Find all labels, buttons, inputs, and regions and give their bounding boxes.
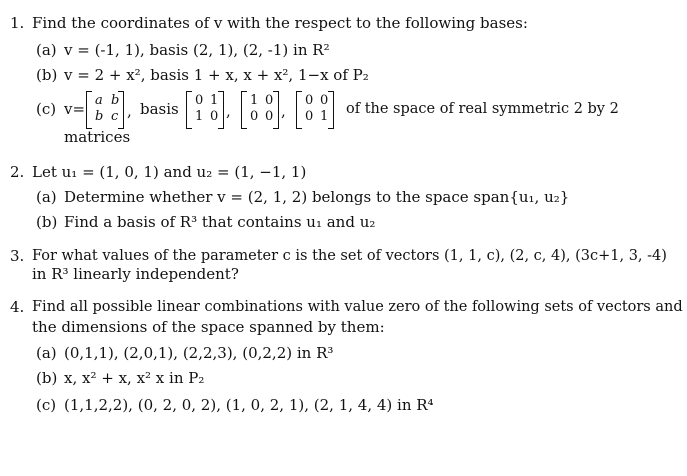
matrix-cell: 0 <box>305 93 314 108</box>
v-matrix-cell: a <box>95 93 103 108</box>
comma: , <box>281 102 286 120</box>
matrix-cell: 0 <box>265 109 274 124</box>
basis-matrix-1 <box>186 91 224 127</box>
q4b-text: x, x² + x, x² x in P₂ <box>64 369 205 387</box>
matrix-cell: 1 <box>195 109 204 124</box>
q4c-label: (c) <box>36 396 57 414</box>
q4b-label: (b) <box>36 369 58 387</box>
comma: , <box>127 102 132 120</box>
q1c-v-prefix: v= <box>64 100 86 118</box>
q3-line1: For what values of the parameter c is the set of vectors (1, 1, c), (2, c, 4), (3c+1, 3, -4) <box>32 248 667 264</box>
q1c-tail2: matrices <box>64 128 131 146</box>
matrix-cell: 0 <box>320 93 329 108</box>
basis-matrix-3 <box>296 91 334 127</box>
q1c-label: (c) <box>36 100 57 118</box>
q2a-label: (a) <box>36 188 57 206</box>
matrix-cell: 1 <box>210 93 219 108</box>
q1-text: Find the coordinates of v with the respect to the following bases: <box>32 14 528 32</box>
matrix-cell: 1 <box>320 109 329 124</box>
v-matrix-cell: b <box>95 109 104 124</box>
v-matrix-cell: c <box>111 109 119 124</box>
q1-number: 1. <box>10 14 25 32</box>
q4-number: 4. <box>10 298 25 316</box>
comma: , <box>226 102 231 120</box>
q4a-label: (a) <box>36 344 57 362</box>
q1c-tail: of the space of real symmetric 2 by 2 <box>346 101 619 117</box>
q3-number: 3. <box>10 247 25 265</box>
q2-text: Let u₁ = (1, 0, 1) and u₂ = (1, −1, 1) <box>32 163 307 181</box>
matrix-cell: 0 <box>305 109 314 124</box>
matrix-cell: 0 <box>250 109 259 124</box>
q4-line1: Find all possible linear combinations with value zero of the following sets of vectors and <box>32 299 683 315</box>
q1b-label: (b) <box>36 66 58 84</box>
q1c-basis-word: basis <box>140 100 179 118</box>
q2a-text: Determine whether v = (2, 1, 2) belongs to the space span{u₁, u₂} <box>64 188 570 206</box>
basis-matrix-2 <box>241 91 279 127</box>
matrix-cell: 0 <box>265 93 274 108</box>
matrix-cell: 0 <box>195 93 204 108</box>
matrix-cell: 0 <box>210 109 219 124</box>
q4a-text: (0,1,1), (2,0,1), (2,2,3), (0,2,2) in R³ <box>64 344 334 362</box>
q1b-text: v = 2 + x², basis 1 + x, x + x², 1−x of P₂ <box>64 66 369 84</box>
q1a-text: v = (-1, 1), basis (2, 1), (2, -1) in R² <box>64 41 330 59</box>
v-matrix-cell: b <box>111 93 120 108</box>
v-matrix <box>86 91 124 127</box>
q3-line2: in R³ linearly independent? <box>32 265 239 283</box>
q1a-label: (a) <box>36 41 57 59</box>
q2-number: 2. <box>10 163 25 181</box>
q2b-text: Find a basis of R³ that contains u₁ and u₂ <box>64 213 376 231</box>
q2b-label: (b) <box>36 213 58 231</box>
matrix-cell: 1 <box>250 93 259 108</box>
q4-line2: the dimensions of the space spanned by them: <box>32 318 385 336</box>
q4c-text: (1,1,2,2), (0, 2, 0, 2), (1, 0, 2, 1), (2, 1, 4, 4) in R⁴ <box>64 396 434 414</box>
